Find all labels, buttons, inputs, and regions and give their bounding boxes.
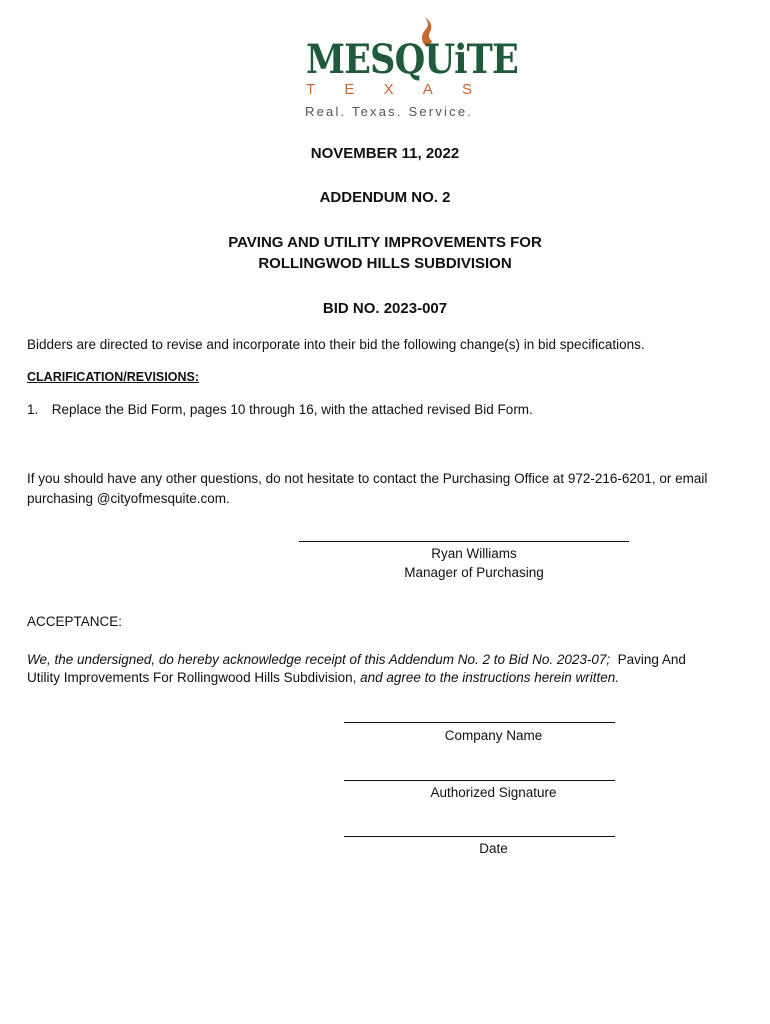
bid-number: BID NO. 2023-007	[322, 300, 448, 317]
acceptance-heading: ACCEPTANCE:	[27, 614, 123, 629]
list-item	[27, 400, 737, 420]
signatory-name: Ryan Williams	[431, 546, 517, 561]
logo-state-letter: T	[306, 81, 316, 98]
company-name-label: Company Name	[444, 728, 543, 743]
logo-state	[306, 82, 472, 98]
signature-line	[299, 541, 629, 542]
logo-state-letter: X	[383, 81, 394, 98]
logo-tagline: Real. Texas. Service.	[305, 104, 474, 119]
acceptance-line2-plain: Utility Improvements For Rollingwood Hills Subdivision,	[27, 670, 357, 685]
authorized-signature-line	[344, 780, 615, 781]
addendum-number: ADDENDUM NO. 2	[319, 189, 451, 206]
logo-state-letter: E	[344, 81, 355, 98]
authorized-signature-label: Authorized Signature	[430, 785, 557, 800]
logo-wordmark: MESQUiTE	[306, 36, 518, 83]
logo-state-letter: A	[422, 81, 433, 98]
date-label: Date	[479, 841, 508, 856]
section-heading: CLARIFICATION/REVISIONS:	[27, 370, 199, 384]
contact-line2: purchasing @cityofmesquite.com.	[27, 491, 230, 506]
contact-line1: If you should have any other questions, do not hesitate to contact the Purchasing Office at 972-216-6201, or email	[27, 471, 708, 486]
list-item-text: Replace the Bid Form, pages 10 through 16, with the attached revised Bid Form.	[51, 402, 533, 417]
acceptance-line1-plain: Paving And	[610, 652, 686, 667]
acceptance-line2-italic: and agree to the instructions herein written.	[356, 670, 620, 685]
section-heading-wrap	[27, 367, 737, 387]
acceptance-line2	[27, 668, 737, 688]
logo-state-letter: S	[461, 81, 472, 98]
mesquite-logo	[300, 14, 518, 124]
list-item-number: 1.	[27, 402, 39, 417]
acceptance-line1-italic: We, the undersigned, do hereby acknowledge receipt of this Addendum No. 2 to Bid No. 2023-07;	[27, 652, 611, 667]
acceptance-line1	[27, 650, 737, 670]
company-name-line	[344, 722, 615, 723]
project-title-line1: PAVING AND UTILITY IMPROVEMENTS FOR	[228, 234, 542, 251]
intro-text: Bidders are directed to revise and incorporate into their bid the following change(s) in bid specifications.	[27, 337, 645, 352]
project-title-line2: ROLLINGWOD HILLS SUBDIVISION	[258, 255, 512, 272]
document-date: NOVEMBER 11, 2022	[310, 145, 460, 162]
signatory-title: Manager of Purchasing	[404, 565, 544, 580]
date-line	[344, 836, 615, 837]
